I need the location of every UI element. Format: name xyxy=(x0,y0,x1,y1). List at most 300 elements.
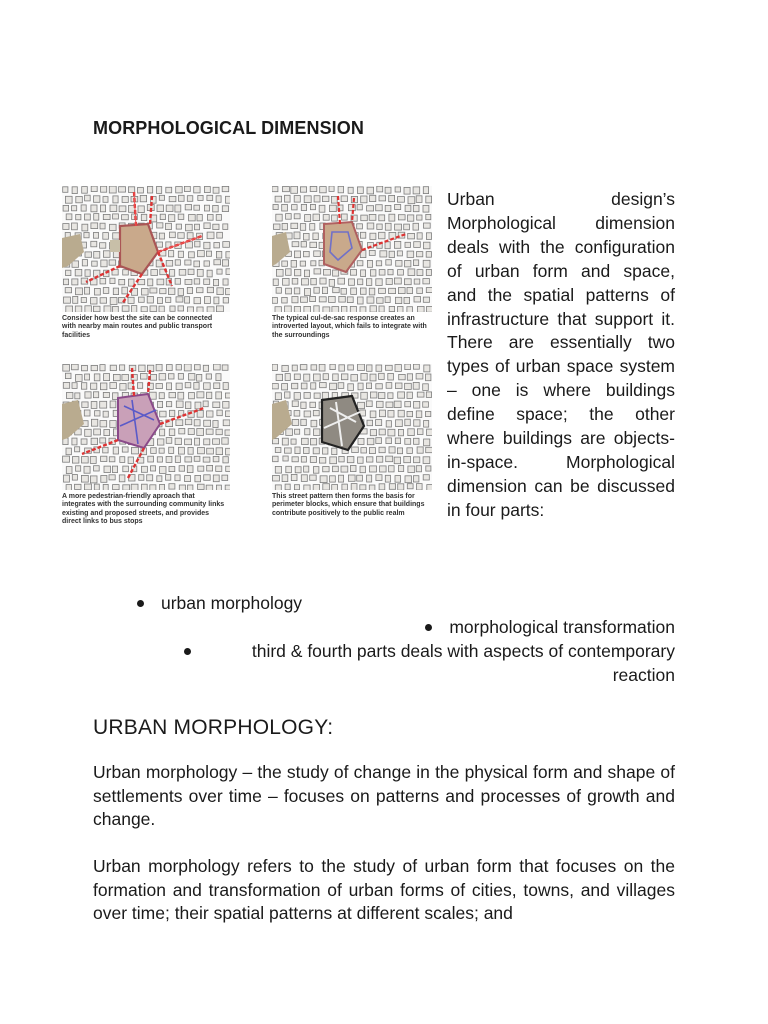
urban-block xyxy=(388,429,395,436)
urban-block xyxy=(225,485,230,490)
urban-block xyxy=(168,288,175,294)
urban-block xyxy=(292,242,299,247)
urban-block xyxy=(203,401,208,407)
urban-block xyxy=(194,298,201,304)
urban-block xyxy=(90,457,96,464)
urban-block xyxy=(160,485,165,491)
urban-block xyxy=(386,260,392,265)
urban-block xyxy=(395,187,400,192)
urban-block xyxy=(301,297,308,302)
urban-block xyxy=(81,383,86,390)
urban-block xyxy=(310,457,316,463)
urban-block xyxy=(187,288,192,294)
urban-block xyxy=(213,475,219,482)
urban-block xyxy=(405,205,411,211)
urban-block xyxy=(151,448,157,454)
urban-block xyxy=(423,205,429,212)
urban-block xyxy=(292,401,298,407)
urban-block xyxy=(349,279,355,285)
urban-block xyxy=(122,375,129,381)
urban-block xyxy=(198,466,204,471)
urban-block xyxy=(407,448,413,454)
urban-block xyxy=(189,215,196,221)
urban-block xyxy=(66,467,72,474)
urban-block xyxy=(310,204,315,209)
urban-block xyxy=(197,307,203,312)
urban-block xyxy=(304,393,310,399)
urban-block xyxy=(65,373,71,378)
urban-block xyxy=(131,484,138,490)
urban-block xyxy=(169,215,175,222)
urban-block xyxy=(301,242,306,248)
urban-block xyxy=(213,224,219,229)
urban-block xyxy=(66,270,71,275)
urban-block xyxy=(314,269,321,274)
urban-block xyxy=(414,401,420,408)
urban-block xyxy=(104,306,111,312)
urban-block xyxy=(223,279,228,285)
urban-block xyxy=(414,457,420,463)
urban-block xyxy=(197,269,203,276)
urban-block xyxy=(104,466,111,472)
urban-block xyxy=(319,364,325,371)
urban-block xyxy=(310,475,317,480)
urban-block xyxy=(314,374,321,381)
urban-block xyxy=(413,476,419,482)
urban-block xyxy=(110,421,116,428)
urban-block xyxy=(81,475,88,482)
urban-block xyxy=(319,458,325,464)
urban-block xyxy=(408,233,415,239)
urban-block xyxy=(204,205,209,211)
urban-block xyxy=(82,457,89,463)
urban-block xyxy=(304,270,309,277)
urban-block xyxy=(159,374,166,380)
urban-block xyxy=(179,485,185,490)
urban-block xyxy=(348,187,353,193)
urban-block xyxy=(93,306,100,312)
urban-block xyxy=(92,261,98,266)
urban-block xyxy=(376,475,382,481)
urban-block xyxy=(339,475,344,482)
urban-block xyxy=(417,233,422,239)
urban-block xyxy=(122,215,129,220)
urban-block xyxy=(398,429,403,435)
urban-block xyxy=(423,187,428,194)
urban-block xyxy=(178,233,184,239)
urban-block xyxy=(395,438,400,444)
urban-block xyxy=(140,195,146,201)
urban-block xyxy=(404,297,410,303)
urban-block xyxy=(275,466,281,473)
urban-block xyxy=(358,297,364,304)
urban-block xyxy=(169,251,174,257)
urban-block xyxy=(75,393,80,399)
urban-block xyxy=(332,215,338,221)
urban-block xyxy=(185,419,192,425)
urban-block xyxy=(424,242,431,249)
urban-block xyxy=(185,205,191,210)
urban-block xyxy=(286,466,292,472)
urban-block xyxy=(217,269,222,274)
urban-block xyxy=(341,374,348,380)
urban-block xyxy=(222,260,228,266)
urban-block xyxy=(295,467,301,473)
urban-block xyxy=(282,438,288,445)
urban-block xyxy=(358,279,363,285)
urban-block xyxy=(282,223,287,229)
urban-block xyxy=(157,187,162,194)
urban-block xyxy=(405,402,411,407)
urban-block xyxy=(213,205,219,212)
urban-block xyxy=(217,288,223,295)
urban-block xyxy=(178,306,184,311)
urban-block xyxy=(329,296,336,302)
urban-block xyxy=(361,215,368,221)
urban-block xyxy=(310,224,315,231)
urban-block xyxy=(367,438,374,444)
urban-block xyxy=(122,197,128,203)
urban-block xyxy=(206,485,213,490)
urban-block xyxy=(416,196,422,203)
urban-block xyxy=(76,197,83,203)
urban-block xyxy=(84,484,91,490)
bullet-icon xyxy=(137,600,144,607)
urban-block xyxy=(213,279,218,285)
urban-block xyxy=(322,196,329,201)
urban-block xyxy=(63,224,69,230)
list-item-text: morphological transformation xyxy=(449,617,675,637)
urban-block xyxy=(413,260,418,266)
urban-block xyxy=(122,287,128,294)
urban-block xyxy=(395,383,402,389)
urban-block xyxy=(330,457,337,464)
urban-block xyxy=(273,279,278,285)
urban-block xyxy=(423,402,429,407)
urban-block xyxy=(128,297,134,303)
urban-block xyxy=(226,269,230,275)
urban-block xyxy=(198,251,205,257)
urban-block xyxy=(225,393,230,398)
urban-block xyxy=(379,288,386,293)
urban-block xyxy=(386,421,391,427)
urban-block xyxy=(113,196,118,203)
urban-block xyxy=(85,195,91,201)
urban-block xyxy=(81,439,87,444)
urban-block xyxy=(72,364,79,370)
urban-block xyxy=(91,419,97,426)
urban-block xyxy=(272,298,277,304)
urban-block xyxy=(405,439,411,445)
urban-block xyxy=(72,475,77,481)
bullet-icon xyxy=(184,648,191,655)
urban-block xyxy=(216,251,221,258)
urban-block xyxy=(95,288,101,295)
urban-block xyxy=(313,485,319,490)
urban-block xyxy=(330,476,336,482)
urban-block xyxy=(310,439,316,445)
urban-block xyxy=(310,242,317,247)
urban-block xyxy=(214,297,219,304)
urban-block xyxy=(320,187,327,193)
urban-block xyxy=(300,365,307,370)
urban-block xyxy=(216,306,223,312)
urban-block xyxy=(178,251,183,257)
urban-block xyxy=(357,261,363,266)
urban-block xyxy=(63,456,70,462)
urban-block xyxy=(113,374,120,380)
urban-block xyxy=(333,466,339,472)
urban-block xyxy=(222,475,228,480)
urban-block xyxy=(357,475,363,481)
urban-block xyxy=(417,288,423,294)
urban-block xyxy=(188,307,194,312)
urban-block xyxy=(184,364,191,371)
urban-block xyxy=(341,196,347,202)
urban-block xyxy=(294,393,300,400)
urban-block xyxy=(404,224,410,230)
urban-block xyxy=(213,439,220,445)
urban-block xyxy=(323,307,330,312)
urban-block xyxy=(204,475,211,481)
urban-block xyxy=(394,457,400,464)
urban-block xyxy=(404,187,410,194)
urban-block xyxy=(416,466,421,472)
urban-block xyxy=(186,402,191,409)
urban-block xyxy=(367,420,373,426)
urban-block xyxy=(207,270,212,277)
urban-block xyxy=(367,297,374,303)
street-grid-map-3 xyxy=(62,364,230,490)
urban-block xyxy=(283,278,290,285)
urban-block xyxy=(197,374,202,381)
urban-block xyxy=(72,206,77,211)
urban-block xyxy=(101,456,107,461)
urban-block xyxy=(396,420,403,427)
urban-block xyxy=(330,205,337,211)
urban-block xyxy=(347,457,354,463)
urban-block xyxy=(207,195,213,200)
street-grid-map-4 xyxy=(272,364,432,490)
urban-block xyxy=(301,383,307,389)
urban-block xyxy=(292,205,298,210)
urban-block xyxy=(204,187,210,193)
bullet-list xyxy=(93,591,675,687)
urban-block xyxy=(100,223,105,229)
urban-block xyxy=(166,297,171,302)
urban-block xyxy=(338,278,345,284)
urban-block xyxy=(197,215,202,221)
bullet-icon xyxy=(425,624,432,631)
urban-block xyxy=(185,457,192,462)
urban-block xyxy=(84,466,90,473)
urban-block xyxy=(207,287,213,292)
urban-block xyxy=(76,466,81,471)
urban-block xyxy=(194,456,200,461)
urban-block xyxy=(379,447,385,453)
urban-block xyxy=(175,205,181,212)
urban-block xyxy=(160,289,166,294)
intro-paragraph xyxy=(447,188,675,523)
urban-block xyxy=(141,374,148,380)
urban-block xyxy=(360,307,366,312)
urban-block xyxy=(159,306,164,312)
list-item xyxy=(93,639,675,687)
urban-block xyxy=(100,365,105,371)
urban-block xyxy=(366,401,372,407)
urban-block xyxy=(305,429,310,435)
urban-block xyxy=(424,365,430,372)
urban-block xyxy=(385,205,391,211)
urban-block xyxy=(292,297,298,303)
urban-block xyxy=(300,261,305,266)
urban-block xyxy=(138,206,144,213)
urban-block xyxy=(120,384,126,391)
urban-block xyxy=(386,402,393,407)
urban-block xyxy=(322,287,327,293)
urban-block xyxy=(369,448,375,454)
urban-block xyxy=(72,438,77,445)
urban-block xyxy=(395,205,401,210)
urban-block xyxy=(91,402,97,409)
urban-block xyxy=(386,365,393,370)
urban-block xyxy=(179,195,185,201)
urban-block xyxy=(379,215,385,221)
urban-block xyxy=(214,364,221,370)
urban-block xyxy=(369,288,375,295)
urban-block xyxy=(413,205,419,211)
urban-block xyxy=(226,411,231,417)
urban-block xyxy=(379,196,386,201)
urban-block xyxy=(385,223,391,230)
urban-block xyxy=(413,223,419,230)
urban-block xyxy=(194,420,200,426)
urban-block xyxy=(213,421,218,428)
urban-block xyxy=(389,466,395,472)
urban-block xyxy=(386,383,392,389)
urban-block xyxy=(370,195,376,201)
urban-block xyxy=(426,269,431,275)
urban-block xyxy=(407,392,412,398)
urban-block xyxy=(282,475,288,482)
urban-block xyxy=(175,260,180,265)
urban-block xyxy=(358,364,365,370)
urban-block xyxy=(361,196,367,203)
urban-block xyxy=(332,448,337,455)
urban-block xyxy=(313,233,318,240)
urban-block xyxy=(404,279,411,285)
urban-block xyxy=(151,270,158,276)
urban-block xyxy=(348,475,355,481)
urban-block xyxy=(156,242,162,247)
urban-block xyxy=(150,306,157,312)
urban-block xyxy=(113,233,120,239)
urban-block xyxy=(332,485,338,490)
urban-block xyxy=(94,252,100,259)
urban-block xyxy=(110,298,117,305)
urban-block xyxy=(195,475,201,481)
urban-block xyxy=(338,383,344,389)
urban-block xyxy=(351,375,358,381)
urban-block xyxy=(370,430,376,436)
urban-block xyxy=(275,307,281,312)
diagram-caption: This street pattern then forms the basis for perimeter blocks, which ensure that buildings contribute positively to the public realm xyxy=(272,493,425,517)
urban-block xyxy=(179,429,185,434)
urban-block xyxy=(216,215,221,221)
urban-block xyxy=(272,439,278,444)
urban-block xyxy=(370,306,376,312)
urban-block xyxy=(398,307,404,313)
urban-block xyxy=(204,242,210,249)
urban-block xyxy=(148,456,154,462)
urban-block xyxy=(285,484,290,490)
urban-block xyxy=(94,196,100,203)
urban-block xyxy=(204,279,210,284)
urban-block xyxy=(398,288,405,294)
urban-block xyxy=(189,374,195,380)
urban-block xyxy=(100,383,107,390)
urban-block xyxy=(90,476,97,483)
urban-block xyxy=(274,224,281,229)
urban-block xyxy=(185,383,191,388)
urban-block xyxy=(295,269,301,275)
urban-block xyxy=(169,429,175,436)
urban-block xyxy=(294,307,300,313)
urban-block xyxy=(66,393,73,399)
urban-block xyxy=(283,456,288,461)
urban-block xyxy=(185,279,192,284)
urban-block xyxy=(82,224,88,231)
urban-block xyxy=(376,420,382,426)
urban-block xyxy=(101,186,107,192)
urban-block xyxy=(283,187,290,192)
urban-block xyxy=(195,224,200,230)
urban-block xyxy=(120,365,125,370)
urban-block xyxy=(178,447,184,454)
urban-block xyxy=(185,260,191,265)
urban-block xyxy=(331,196,337,203)
urban-block xyxy=(294,214,300,219)
urban-block xyxy=(369,250,375,255)
urban-block xyxy=(166,187,172,193)
urban-block xyxy=(82,365,88,370)
urban-block xyxy=(414,242,421,248)
urban-block xyxy=(187,233,193,239)
urban-block xyxy=(217,410,222,416)
urban-block xyxy=(179,269,186,275)
urban-block xyxy=(304,374,310,381)
urban-block xyxy=(213,456,219,461)
urban-block xyxy=(275,393,281,400)
urban-block xyxy=(322,392,328,399)
urban-block xyxy=(159,448,164,453)
urban-block xyxy=(286,429,293,436)
urban-block xyxy=(197,429,204,436)
urban-block xyxy=(342,484,348,490)
urban-block xyxy=(194,383,199,390)
urban-block xyxy=(85,270,90,277)
urban-block xyxy=(113,252,119,258)
urban-block xyxy=(101,476,107,483)
urban-block xyxy=(360,232,365,238)
urban-block xyxy=(313,448,319,454)
urban-block xyxy=(151,375,157,381)
urban-block xyxy=(386,438,392,444)
urban-block xyxy=(213,402,220,408)
urban-block xyxy=(389,484,395,490)
urban-block xyxy=(66,485,71,490)
urban-block xyxy=(113,214,119,219)
